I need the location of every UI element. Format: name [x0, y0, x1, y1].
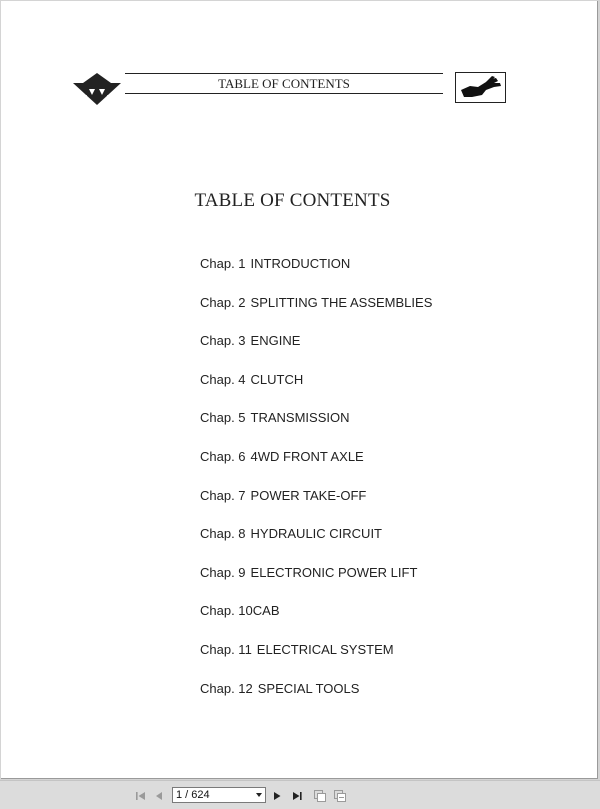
header-badge [455, 72, 506, 103]
toc-entry[interactable] [200, 294, 432, 333]
toc-chapter-number: Chap. 1 [200, 256, 246, 271]
toc-chapter-number: Chap. 8 [200, 526, 246, 542]
toc-chapter-title: ELECTRONIC POWER LIFT [250, 564, 418, 580]
toc-chapter-title: CAB [252, 603, 280, 619]
previous-page-icon [153, 789, 167, 803]
last-page-button[interactable] [290, 789, 304, 803]
toc-chapter-number: Chap. 3 [200, 333, 246, 349]
toc-entry[interactable] [200, 564, 432, 603]
toc-entry[interactable] [200, 409, 432, 448]
continuous-view-button[interactable] [333, 789, 347, 803]
toc-chapter-title: SPLITTING THE ASSEMBLIES [250, 294, 433, 310]
page-number-select[interactable] [172, 787, 266, 803]
toc-list [200, 255, 432, 718]
toc-chapter-title: TRANSMISSION [250, 410, 350, 426]
continuous-view-icon [333, 789, 347, 803]
viewer-toolbar [0, 780, 600, 809]
toc-entry[interactable] [200, 602, 432, 641]
toc-chapter-title: ELECTRICAL SYSTEM [256, 641, 394, 657]
toc-chapter-number: Chap. 9 [200, 564, 246, 580]
single-page-view-icon [313, 789, 327, 803]
page-indicator: 1 / 624 [176, 789, 210, 801]
toc-entry[interactable] [200, 448, 432, 487]
toc-chapter-title: POWER TAKE-OFF [250, 487, 367, 503]
single-page-view-button[interactable] [313, 789, 327, 803]
toc-chapter-number: Chap. 6 [200, 448, 246, 464]
toc-chapter-number: Chap. 4 [200, 371, 246, 387]
next-page-button[interactable] [270, 789, 284, 803]
toc-entry[interactable] [200, 332, 432, 371]
page-title: TABLE OF CONTENTS [194, 190, 391, 211]
toc-entry[interactable] [200, 255, 432, 294]
toc-entry[interactable] [200, 525, 432, 564]
toc-chapter-number: Chap. 12 [200, 680, 253, 696]
chevron-down-icon [256, 793, 262, 797]
wrench-hand-icon [456, 73, 505, 102]
toc-entry[interactable] [200, 680, 432, 719]
toc-chapter-number: Chap. 2 [200, 294, 246, 310]
toc-entry[interactable] [200, 371, 432, 410]
next-page-icon [270, 789, 284, 803]
header-title: TABLE OF CONTENTS [218, 76, 350, 91]
toc-entry[interactable] [200, 641, 432, 680]
toc-chapter-title: 4WD FRONT AXLE [250, 448, 364, 464]
toc-chapter-number: Chap. 11 [200, 641, 252, 657]
toc-chapter-title: SPECIAL TOOLS [257, 680, 360, 696]
toc-chapter-title: CLUTCH [250, 371, 304, 387]
first-page-button[interactable] [134, 789, 148, 803]
toc-chapter-number: Chap. 7 [200, 487, 246, 503]
previous-page-button[interactable] [153, 789, 167, 803]
triple-triangle-logo-icon [71, 71, 123, 107]
toc-chapter-title: HYDRAULIC CIRCUIT [250, 526, 383, 542]
last-page-icon [290, 789, 304, 803]
toc-chapter-number: Chap. 10 [200, 603, 253, 619]
toc-entry[interactable] [200, 487, 432, 526]
toc-chapter-title: INTRODUCTION [250, 256, 351, 271]
header-rule-top [125, 73, 443, 74]
header-rule-bottom [125, 93, 443, 94]
first-page-icon [134, 789, 148, 803]
toc-chapter-number: Chap. 5 [200, 410, 246, 426]
toc-chapter-title: ENGINE [250, 333, 301, 349]
document-page [1, 1, 598, 779]
